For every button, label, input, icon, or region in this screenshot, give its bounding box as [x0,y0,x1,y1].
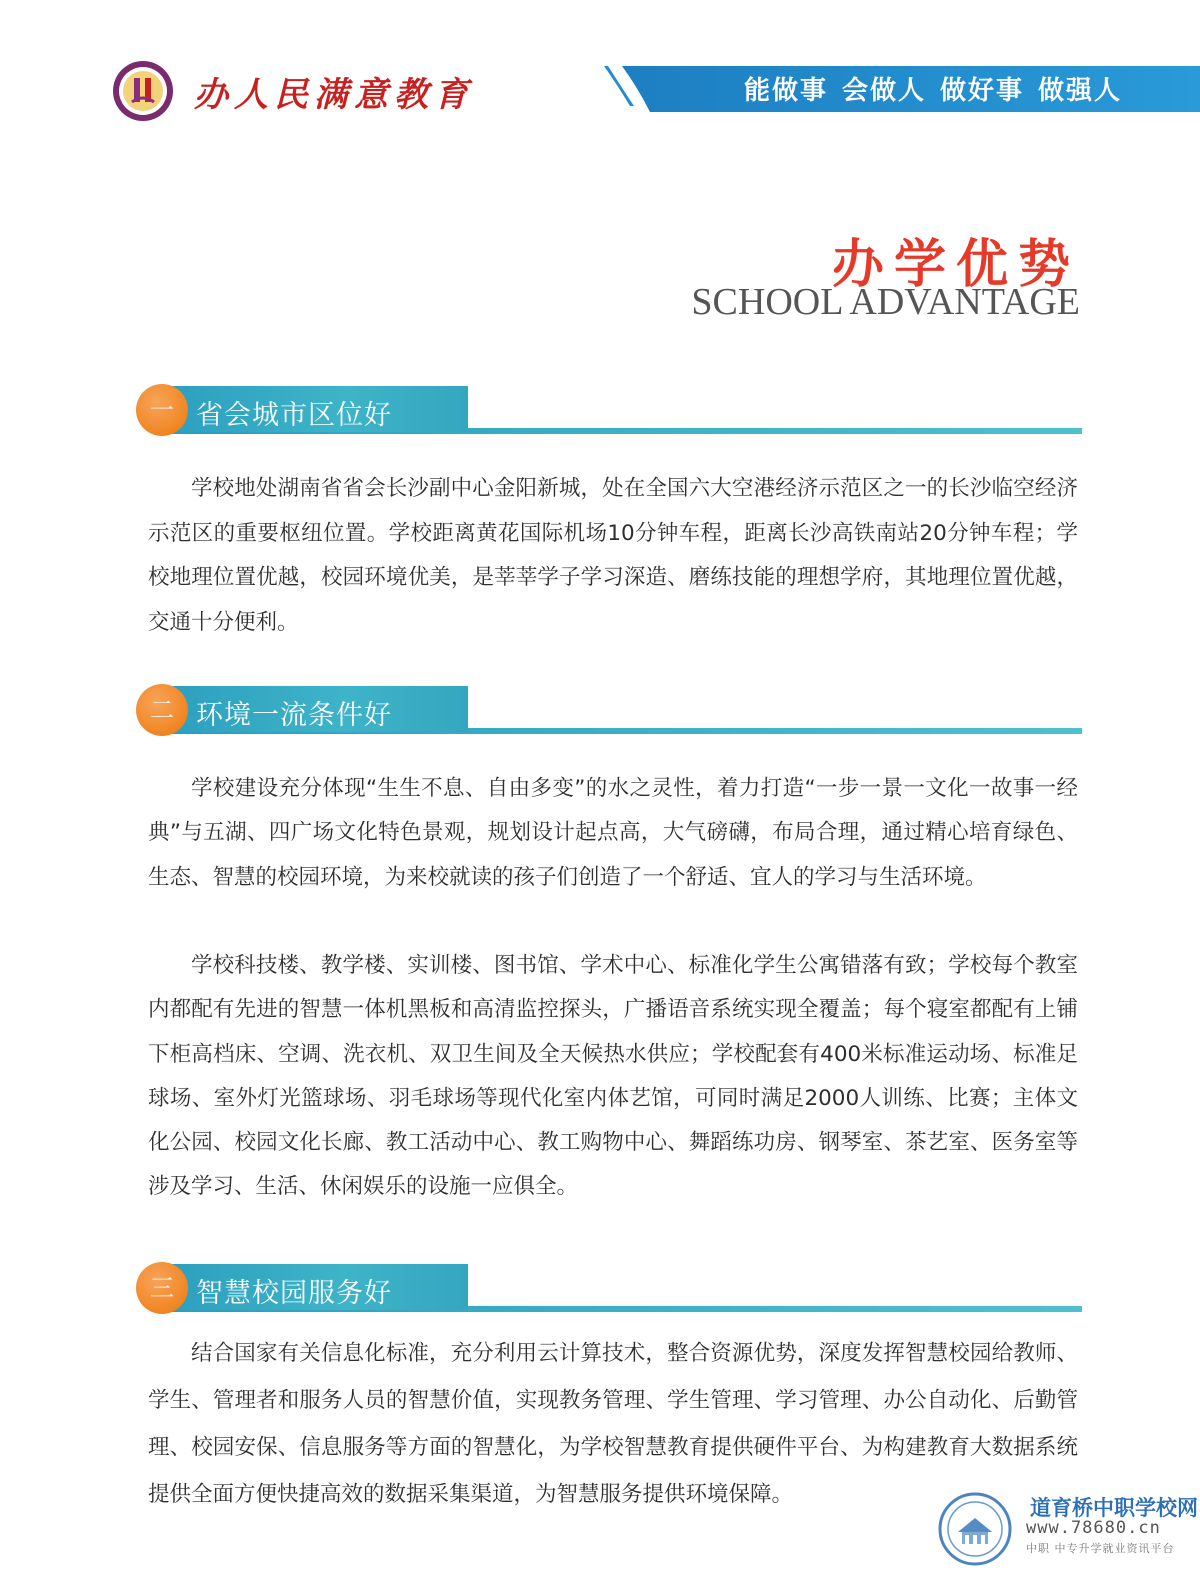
watermark-tagline: 中职 中专升学就业资讯平台 [1026,1542,1175,1555]
section-heading-label: 省会城市区位好 [196,400,392,431]
watermark-badge-icon [938,1492,1012,1566]
section-paragraph: 结合国家有关信息化标准，充分利用云计算技术，整合资源优势，深度发挥智慧校园给教师、学生、管理者和服务人员的智慧价值，实现教务管理、学生管理、学习管理、办公自动化、后勤管理、校园安保、信息服务等方面的智慧化，为学校智慧教育提供硬件平台、为构建教育大数据系统提供全面方便快捷高效的数据采集渠道，为智慧服务提供环境保障。 [148,1341,1078,1507]
motto-item: 做好事 [940,76,1025,106]
watermark-url: www.78680.cn [1026,1518,1161,1538]
header-slogan: 办人民满意教育 [194,74,474,115]
school-emblem-icon [112,60,174,122]
motto-item: 做强人 [1038,76,1123,106]
page-title-english: SCHOOL ADVANTAGE [691,281,1080,323]
section-heading-label: 环境一流条件好 [196,700,392,731]
section-number-badge: 二 [136,684,188,736]
section-heading-1 [136,386,1082,438]
section-heading-label: 智慧校园服务好 [196,1278,392,1309]
section-paragraph: 学校建设充分体现“生生不息、自由多变”的水之灵性，着力打造“一步一景一文化一故事一经典”与五湖、四广场文化特色景观，规划设计起点高，大气磅礴，布局合理，通过精心培育绿色、生态、智慧的校园环境，为来校就读的孩子们创造了一个舒适、宜人的学习与生活环境。 [148,776,1078,890]
section-paragraph: 学校地处湖南省省会长沙副中心金阳新城，处在全国六大空港经济示范区之一的长沙临空经济示范区的重要枢纽位置。学校距离黄花国际机场10分钟车程，距离长沙高铁南站20分钟车程；学校地理位置优越，校园环境优美，是莘莘学子学习深造、磨练技能的理想学府，其地理位置优越，交通十分便利。 [148,476,1078,635]
site-watermark [934,1488,1200,1576]
section-paragraph: 学校科技楼、教学楼、实训楼、图书馆、学术中心、标准化学生公寓错落有致；学校每个教室内都配有先进的智慧一体机黑板和高清监控探头，广播语音系统实现全覆盖；每个寝室都配有上铺下柜高档床、空调、洗衣机、双卫生间及全天候热水供应；学校配套有400米标准运动场、标准足球场、室外灯光篮球场、羽毛球场等现代化室内体艺馆，可同时满足2000人训练、比赛；主体文化公园、校园文化长廊、教工活动中心、教工购物中心、舞蹈练功房、钢琴室、茶艺室、医务室等涉及学习、生活、休闲娱乐的设施一应俱全。 [148,953,1078,1200]
watermark-site-name: 道育桥中职学校网 [1030,1496,1198,1520]
page-title: 办学优势 [831,235,1080,295]
header-banner [604,66,1200,112]
motto-item: 会做人 [842,76,927,106]
motto-item: 能做事 [744,76,829,106]
section-heading-2 [136,686,1082,738]
header-motto [744,70,1136,107]
section-number-badge: 一 [136,384,188,436]
section-number-badge: 三 [136,1262,188,1314]
section-heading-3 [136,1264,1082,1316]
school-logo [112,60,474,122]
